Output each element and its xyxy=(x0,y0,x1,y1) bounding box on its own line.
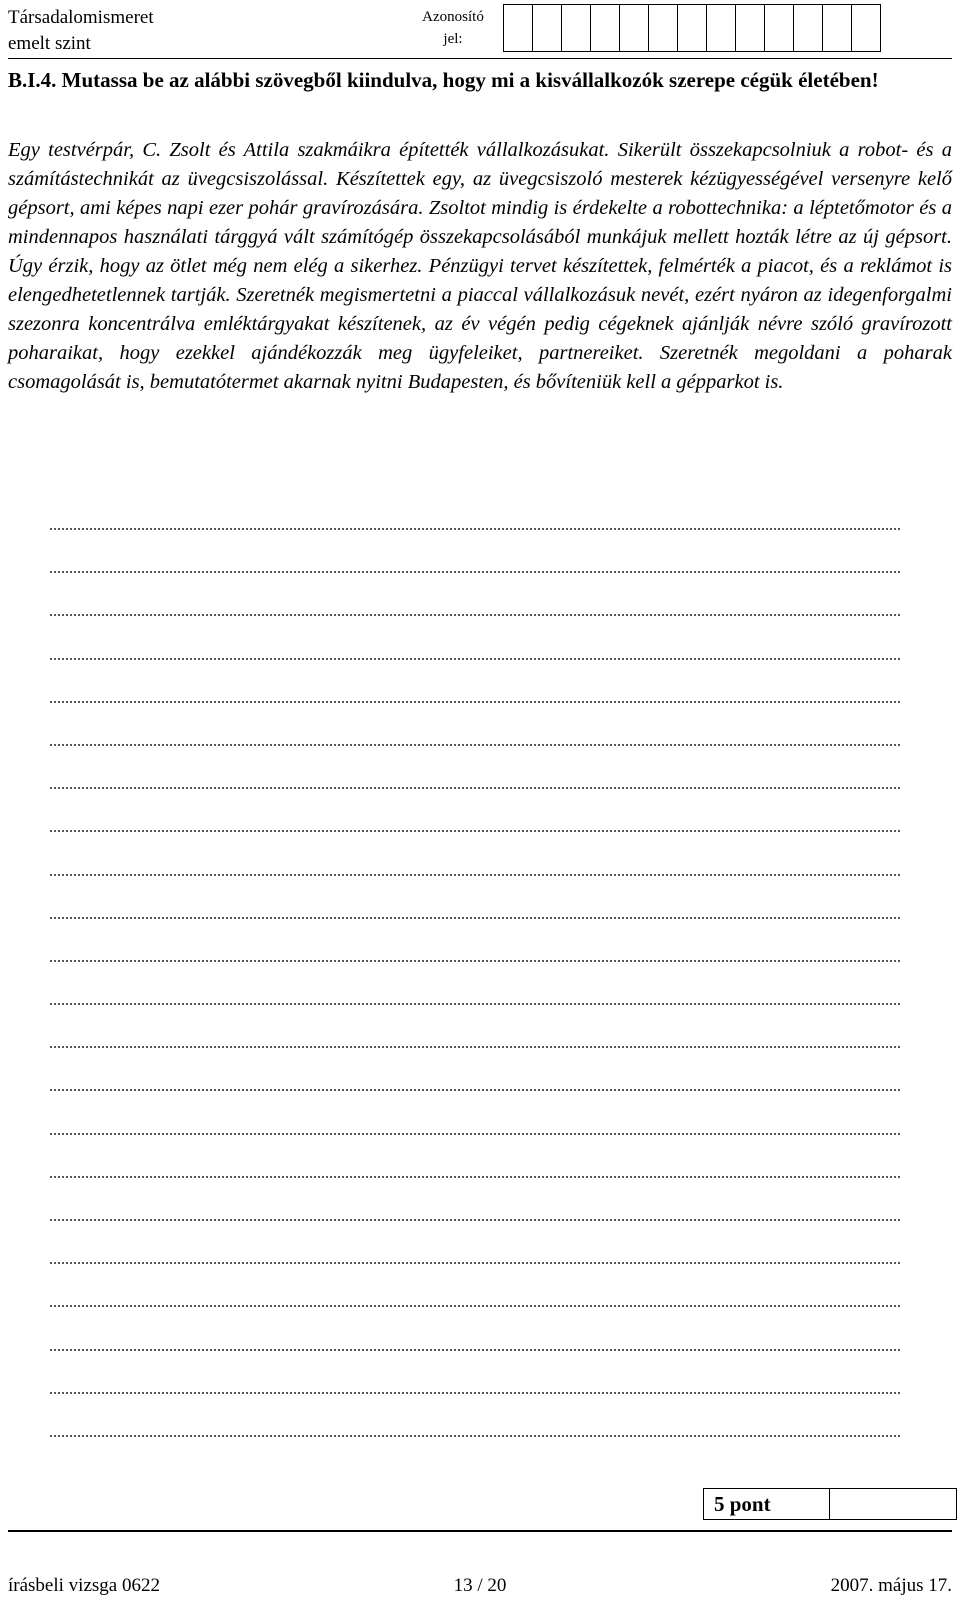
score-box xyxy=(703,1488,957,1520)
answer-line[interactable] xyxy=(50,899,900,942)
exam-date: 2007. május 17. xyxy=(830,1575,952,1596)
footer-divider xyxy=(8,1530,952,1532)
answer-line[interactable] xyxy=(50,596,900,639)
answer-line[interactable] xyxy=(50,510,900,553)
page-number: 13 / 20 xyxy=(453,1575,507,1596)
id-code-box[interactable] xyxy=(648,4,678,52)
header-divider xyxy=(8,58,952,59)
question-prompt: B.I.4. Mutassa be az alábbi szövegből kiindulva, hogy mi a kisvállalkozók szerepe cégük életében! xyxy=(8,68,879,92)
answer-line[interactable] xyxy=(50,942,900,985)
answer-line[interactable] xyxy=(50,683,900,726)
answer-line[interactable] xyxy=(50,1287,900,1330)
id-code-box[interactable] xyxy=(677,4,707,52)
subject-level: emelt szint xyxy=(8,33,91,54)
answer-line[interactable] xyxy=(50,1244,900,1287)
id-code-box[interactable] xyxy=(706,4,736,52)
id-code-box[interactable] xyxy=(764,4,794,52)
answer-line[interactable] xyxy=(50,856,900,899)
answer-line[interactable] xyxy=(50,1417,900,1460)
subject-name: Társadalomismeret xyxy=(8,7,154,28)
id-label-line1: Azonosító xyxy=(422,9,484,25)
answer-area[interactable] xyxy=(50,510,900,1460)
answer-line[interactable] xyxy=(50,640,900,683)
id-code-box[interactable] xyxy=(532,4,562,52)
score-label: 5 pont xyxy=(704,1489,830,1519)
answer-line[interactable] xyxy=(50,812,900,855)
subject-label xyxy=(8,5,154,57)
score-entry-field[interactable] xyxy=(830,1489,956,1519)
id-code-box[interactable] xyxy=(503,4,533,52)
id-code-box[interactable] xyxy=(619,4,649,52)
answer-line[interactable] xyxy=(50,985,900,1028)
answer-line[interactable] xyxy=(50,1071,900,1114)
exam-code: írásbeli vizsga 0622 xyxy=(8,1575,160,1596)
id-code-box[interactable] xyxy=(822,4,852,52)
answer-line[interactable] xyxy=(50,769,900,812)
page-header xyxy=(0,0,960,60)
id-code-box[interactable] xyxy=(735,4,765,52)
id-code-box[interactable] xyxy=(793,4,823,52)
answer-line[interactable] xyxy=(50,1331,900,1374)
answer-line[interactable] xyxy=(50,1028,900,1071)
answer-line[interactable] xyxy=(50,1158,900,1201)
id-label xyxy=(408,6,498,50)
id-code-box[interactable] xyxy=(561,4,591,52)
answer-line[interactable] xyxy=(50,1201,900,1244)
answer-line[interactable] xyxy=(50,553,900,596)
id-code-boxes[interactable] xyxy=(503,4,880,52)
id-code-box[interactable] xyxy=(590,4,620,52)
source-passage: Egy testvérpár, C. Zsolt és Attila szakmáikra építették vállalkozásukat. Sikerült összekapcsolniuk a robot- és a számítástechnikát az üvegcsiszolással. Készítettek egy, az üvegcsiszoló mesterek kézügyességével versenyre kelő gépsort, ami képes napi ezer pohár gravírozására. Zsoltot mindig is érdekelte a robottechnika: a léptetőmotor és a mindennapos használati tárggyá vált számítógép összekapcsolásából munkájuk mellett hozták létre az új gépsort. Úgy érzik, hogy az ötlet még nem elég a sikerhez. Pénzügyi tervet készítettek, felmérték a piacot, és a reklámot is elengedhetetlennek tartják. Szeretnék megismertetni a piaccal vállalkozásuk nevét, ezért nyáron az idegenforgalmi szezonra koncentrálva emléktárgyakat készítenek, az év végén pedig cégeknek ajánlják névre szóló gravírozott poharaikat, hogy ezekkel ajándékozzák meg ügyfeleiket, partnereiket. Szeretnék megoldani a poharak csomagolását is, bemutatótermet akarnak nyitni Budapesten, és bővíteniük kell a gépparkot is. xyxy=(8,139,952,393)
answer-line[interactable] xyxy=(50,1115,900,1158)
answer-line[interactable] xyxy=(50,1374,900,1417)
id-code-box[interactable] xyxy=(851,4,881,52)
id-label-line2: jel: xyxy=(443,31,463,47)
answer-line[interactable] xyxy=(50,726,900,769)
